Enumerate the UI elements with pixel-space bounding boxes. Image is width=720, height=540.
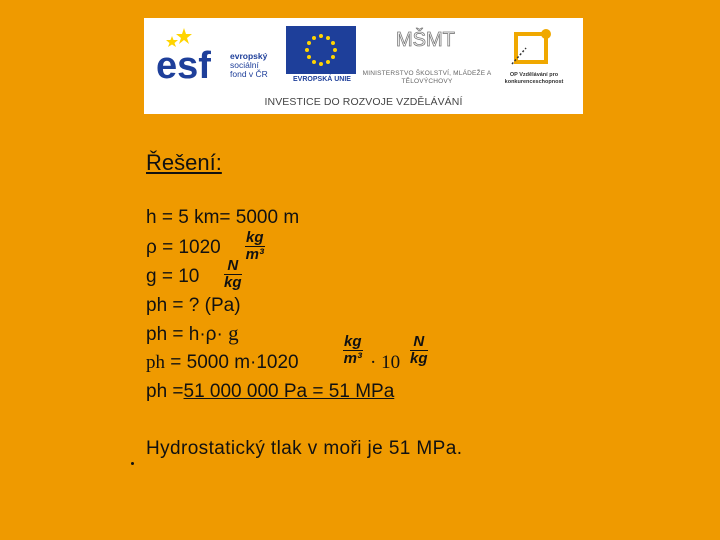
substitution-unit-1-num: kg [344, 333, 362, 350]
substitution [146, 352, 299, 374]
result [146, 381, 394, 403]
result-prefix: ph = [146, 381, 184, 402]
formula-text: ph = h·ρ· [146, 324, 229, 345]
substitution-factor: · 10 [370, 352, 401, 373]
gravity-value: 10 [178, 266, 200, 287]
op-logo-icon [506, 24, 558, 72]
substitution-text: = 5000 m·1020 [165, 352, 299, 373]
density-value: ρ = 1020 [146, 237, 221, 258]
formula [146, 322, 239, 346]
op-label: OP Vzdělávání pro konkurenceschopnost [504, 72, 564, 85]
substitution-ph: ph [146, 352, 165, 373]
substitution-unit-2 [410, 334, 428, 367]
esf-line-3: fond v ČR [230, 69, 268, 79]
eu-flag-icon [286, 26, 356, 74]
bullet-dot [131, 462, 134, 465]
substitution-unit-1 [343, 334, 363, 367]
result-value: 51 000 000 Pa = 51 MPa [183, 381, 395, 402]
substitution-unit-1-den: m³ [343, 350, 362, 367]
msmt-logo-icon [394, 24, 456, 66]
given-gravity [146, 266, 199, 288]
esf-line-1: evropský [230, 51, 268, 61]
svg-text:MŠMT: MŠMT [396, 29, 455, 51]
gravity-unit-den: kg [224, 274, 242, 291]
eu-label: EVROPSKÁ UNIE [293, 76, 351, 83]
svg-text:esf: esf [156, 45, 211, 84]
gravity-unit [224, 258, 242, 291]
solution-heading: Řešení: [146, 150, 222, 175]
funding-banner [144, 18, 583, 114]
formula-g: g [228, 321, 239, 345]
given-height: h = 5 km= 5000 m [146, 207, 300, 228]
msmt-label: MINISTERSTVO ŠKOLSTVÍ, MLÁDEŽE A TĚLOVÝCHOVY [362, 70, 492, 85]
substitution-unit-2-den: kg [410, 350, 428, 367]
substitution-unit-2-num: N [410, 334, 428, 351]
unknown-pressure: ph = ? (Pa) [146, 295, 241, 316]
gravity-label: g = [146, 266, 179, 287]
density-unit-den: m³ [245, 246, 264, 263]
density-unit-num: kg [246, 229, 264, 246]
esf-line-2: sociální [230, 60, 259, 70]
density-unit [245, 230, 265, 263]
given-density [146, 237, 221, 259]
banner-caption: INVESTICE DO ROZVOJE VZDĚLÁVÁNÍ [264, 96, 463, 108]
conclusion: Hydrostatický tlak v moři je 51 MPa. [146, 438, 463, 459]
esf-name [230, 52, 268, 79]
gravity-unit-num: N [224, 258, 242, 275]
